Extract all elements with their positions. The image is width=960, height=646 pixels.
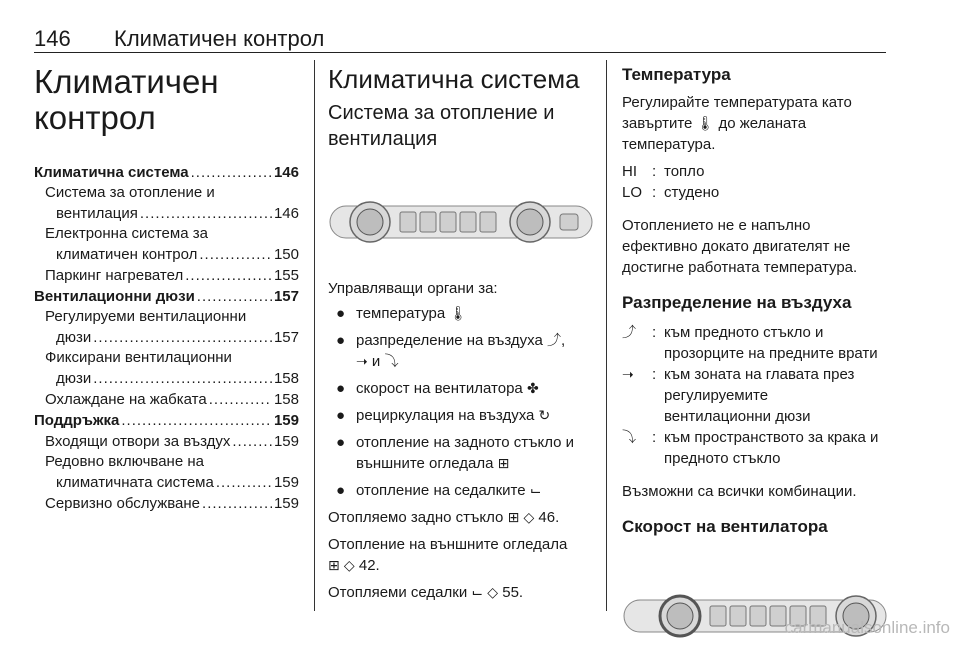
toc-entry[interactable]: Входящи отвори за въздух ..... 159 (34, 431, 299, 452)
controls-list (328, 303, 594, 501)
content-column-3 (622, 64, 888, 646)
list-item: ⤵ : към пространството за крака и предното стъкло (622, 429, 879, 467)
column-divider-1 (314, 60, 315, 611)
page-reference[interactable]: 55. (502, 584, 524, 601)
head-air-icon: ➝ (622, 366, 634, 382)
air-distribution-heading: Разпределение на въздуха (622, 293, 852, 312)
toc-entry[interactable]: Вентилационни дюзи ..... 157 (34, 286, 299, 307)
windscreen-air-icon: ⤴ (622, 324, 636, 340)
toc-entry[interactable]: Паркинг нагревател ..... 155 (34, 265, 299, 286)
page-reference[interactable]: 42. (358, 557, 380, 574)
table-of-contents: Климатична система ..... 146 Система за отопление и вентилация ..... 146 Електронна система за климатичен контрол ..... 150 Паркинг нагревател ..... 155 Вентилационни дюзи ..... 157 Регулируеми вентилационни дюзи ..... 157 Фиксирани вентилационни дюзи ..... 158 Охлаждане на жабката ..... 158 Поддръжка ..... 159 Входящи отвори за въздух ..... 159 Редовно включване на климатичната система ..... 159 Сервизно обслужване ..... 159 (34, 162, 299, 514)
list-item: ➝ : към зоната на главата през регулируемите вентилационни дюзи (622, 366, 855, 425)
toc-entry[interactable]: Сервизно обслужване ..... 159 (34, 493, 299, 514)
toc-entry[interactable]: Климатична система ..... 146 (34, 162, 299, 183)
temperature-heading: Температура (622, 65, 731, 84)
seat-heat-icon: ⌙ (529, 482, 542, 498)
reference-rear-window: Отопляемо задно стъкло ⊞ ◇ 46. (328, 509, 560, 526)
chapter-title: Климатичен контрол (34, 63, 219, 136)
list-item: ● температура 🌡 (336, 305, 468, 322)
fan-icon: ✤ (526, 380, 539, 396)
toc-entry[interactable]: Поддръжка ..... 159 (34, 410, 299, 431)
content-column-2 (328, 64, 594, 603)
header-rule (34, 52, 886, 53)
toc-column (34, 64, 299, 514)
list-item: ● разпределение на въздуха ⤴, ➝ и ⤵ (336, 332, 566, 370)
toc-entry[interactable]: Електронна система за (45, 225, 208, 242)
climate-control-panel-illustration (328, 192, 594, 252)
controls-intro: Управляващи органи за: (328, 280, 498, 297)
fan-speed-heading: Скорост на вентилатора (622, 517, 828, 536)
reference-arrow-icon: ◇ (523, 509, 535, 525)
seat-heat-icon: ⌙ (471, 584, 484, 600)
page-header (34, 22, 886, 56)
list-item: ● отопление на седалките ⌙ (336, 482, 542, 499)
rear-window-heat-icon: ⊞ (497, 455, 510, 471)
header-title: Климатичен контрол (114, 26, 325, 51)
page-reference[interactable]: 46. (538, 509, 560, 526)
reference-arrow-icon: ◇ (487, 584, 499, 600)
list-item: ● отопление на задното стъкло и външните огледала ⊞ (336, 434, 575, 472)
list-item: LO : студено (622, 184, 720, 201)
temperature-values (622, 161, 888, 203)
list-item: HI : топло (622, 163, 705, 180)
column-divider-2 (606, 60, 607, 611)
section-heading: Климатична система (328, 64, 580, 94)
reference-mirrors: Отопление на външните огледала ⊞ ◇ 42. (328, 536, 568, 574)
foot-air-icon: ⤵ (622, 429, 636, 445)
toc-entry[interactable]: Редовно включване на (45, 453, 204, 470)
temperature-text: Регулирайте температурата като завъртите 🌡 до желаната температура. (622, 94, 852, 153)
toc-entry[interactable]: Регулируеми вентилационни (45, 308, 247, 325)
list-item: ⤴ : към предното стъкло и прозорците на предните врати (622, 324, 878, 362)
subsection-heading: Система за отопление и вентилация (328, 102, 555, 150)
list-item: ● рециркулация на въздуха ↻ (336, 407, 551, 424)
heating-note: Отоплението не е напълно ефективно докато двигателят не достигне работната температура. (622, 217, 858, 276)
thermometer-icon: 🌡 (449, 305, 468, 321)
foot-air-icon: ⤵ (384, 353, 399, 369)
rear-window-heat-icon: ⊞ (507, 509, 520, 525)
toc-entry[interactable]: Охлаждане на жабката ..... 158 (34, 389, 299, 410)
rear-window-heat-icon: ⊞ (328, 557, 340, 573)
windscreen-air-icon: ⤴ (547, 332, 562, 348)
combinations-note: Възможни са всички комбинации. (622, 483, 857, 500)
page-number: 146 (34, 26, 71, 51)
watermark: carmanualsonline.info (784, 618, 950, 637)
toc-entry[interactable]: Система за отопление и (45, 184, 215, 201)
head-air-icon: ➝ (356, 353, 368, 369)
toc-entry[interactable]: Фиксирани вентилационни (45, 349, 232, 366)
thermometer-icon: 🌡 (696, 115, 715, 131)
recirculation-icon: ↻ (538, 407, 551, 423)
air-distribution-list (622, 322, 888, 469)
list-item: ● скорост на вентилатора ✤ (336, 380, 539, 397)
reference-arrow-icon: ◇ (343, 557, 355, 573)
reference-seats: Отопляеми седалки ⌙ ◇ 55. (328, 584, 524, 601)
